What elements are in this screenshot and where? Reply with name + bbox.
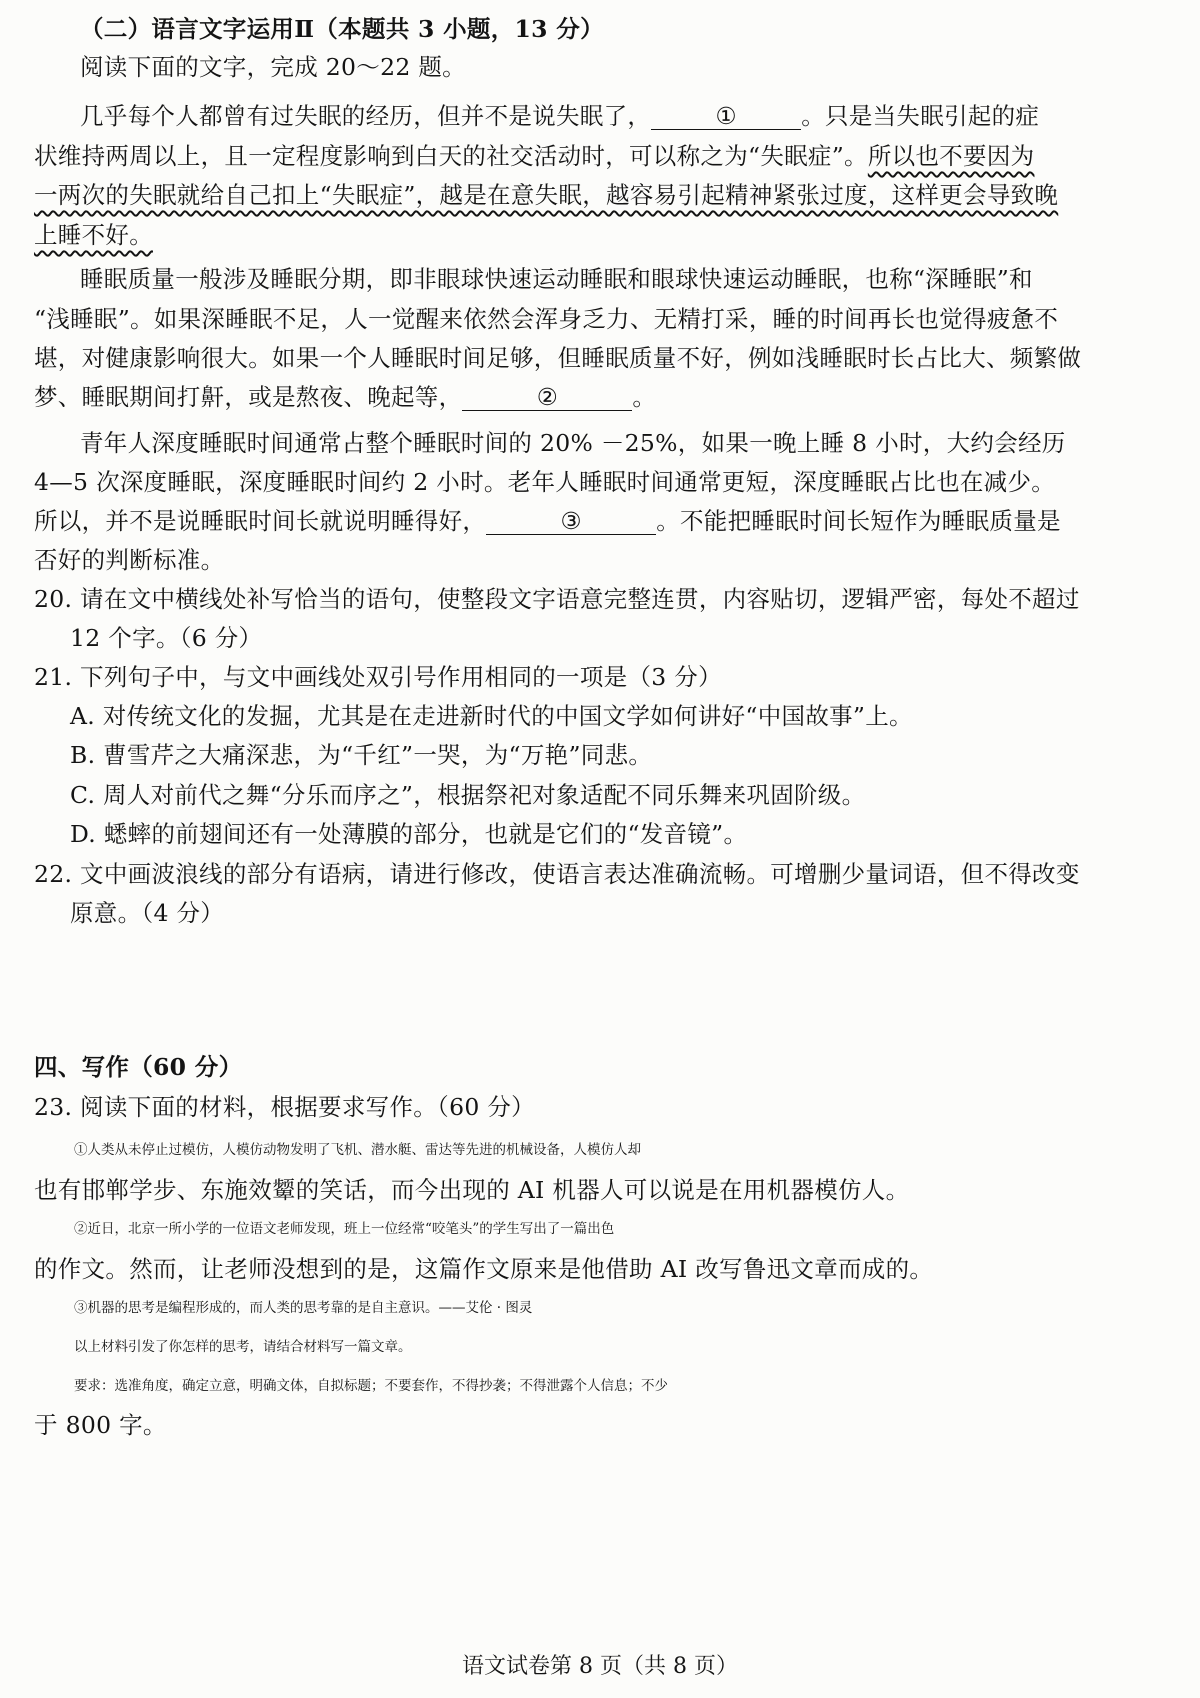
passage-line: 所以，并不是说睡眠时间长就说明睡得好， ③ 。不能把睡眠时间长短作为睡眠质量是	[34, 507, 1061, 535]
option-a: A. 对传统文化的发掘，尤其是在走进新时代的中国文学如何讲好“中国故事”上。	[70, 702, 913, 730]
reading-instruction: 阅读下面的文字，完成 20～22 题。	[80, 53, 466, 81]
writing-requirements: 要求：选准角度，确定立意，明确文体，自拟标题；不要套作，不得抄袭；不得泄露个人信息；不少	[74, 1378, 668, 1394]
wavy-underlined-text: 所以也不要因为	[867, 142, 1035, 170]
passage-line: 几乎每个人都曾有过失眠的经历，但并不是说失眠了， ① 。只是当失眠引起的症	[80, 102, 1040, 130]
blank-3: ③	[486, 508, 656, 535]
question-21: 21. 下列句子中，与文中画线处双引号作用相同的一项是（3 分）	[34, 663, 722, 691]
passage-line: 4—5 次深度睡眠，深度睡眠时间约 2 小时。老年人睡眠时间通常更短，深度睡眠占比也在减少。	[34, 468, 1056, 496]
passage-line: 青年人深度睡眠时间通常占整个睡眠时间的 20% －25%，如果一晚上睡 8 小时，大约会经历	[80, 429, 1066, 457]
passage-line: 睡眠质量一般涉及睡眠分期，即非眼球快速运动睡眠和眼球快速运动睡眠，也称“深睡眠”和	[80, 265, 1033, 293]
wavy-underlined-text: 一两次的失眠就给自己扣上“失眠症”，越是在意失眠，越容易引起精神紧张过度，这样更会导致晚	[34, 181, 1059, 209]
passage-line	[34, 218, 1170, 252]
blank-2: ②	[462, 384, 632, 411]
writing-requirements-cont: 于 800 字。	[34, 1411, 167, 1439]
question-20-cont: 12 个字。（6 分）	[70, 624, 263, 652]
material-2: ②近日，北京一所小学的一位语文老师发现，班上一位经常“咬笔头”的学生写出了一篇出色	[74, 1221, 615, 1237]
material-3: ③机器的思考是编程形成的，而人类的思考靠的是自主意识。——艾伦 · 图灵	[74, 1300, 533, 1316]
material-1-cont: 也有邯郸学步、东施效颦的笑话，而今出现的 AI 机器人可以说是在用机器模仿人。	[34, 1176, 910, 1204]
passage-line: 状维持两周以上，且一定程度影响到白天的社交活动时，可以称之为“失眠症”。所以也不要因为	[34, 142, 1035, 170]
passage-line: 否好的判断标准。	[34, 546, 225, 574]
passage-line	[34, 178, 1170, 212]
option-d: D. 蟋蟀的前翅间还有一处薄膜的部分，也就是它们的“发音镜”。	[70, 820, 748, 848]
passage-line: 梦、睡眠期间打鼾，或是熬夜、晚起等， ② 。	[34, 383, 657, 411]
option-b: B. 曹雪芹之大痛深悲，为“千红”一哭，为“万艳”同悲。	[70, 741, 653, 769]
question-22-cont: 原意。（4 分）	[70, 899, 225, 927]
page-footer: 语文试卷第 8 页（共 8 页）	[462, 1654, 738, 1679]
question-22: 22. 文中画波浪线的部分有语病，请进行修改，使语言表达准确流畅。可增删少量词语，但不得改变	[34, 860, 1080, 888]
material-1: ①人类从未停止过模仿，人模仿动物发明了飞机、潜水艇、雷达等先进的机械设备，人模仿人却	[74, 1142, 641, 1158]
writing-prompt: 以上材料引发了你怎样的思考，请结合材料写一篇文章。	[74, 1339, 412, 1355]
section-title: （二）语言文字运用Ⅱ（本题共 3 小题，13 分）	[80, 15, 604, 43]
passage-line: 堪，对健康影响很大。如果一个人睡眠时间足够，但睡眠质量不好，例如浅睡眠时长占比大、频繁做	[34, 344, 1082, 372]
blank-1: ①	[651, 103, 801, 130]
wavy-underlined-text: 上睡不好。	[34, 221, 153, 249]
question-20: 20. 请在文中横线处补写恰当的语句，使整段文字语意完整连贯，内容贴切，逻辑严密，每处不超过	[34, 585, 1080, 613]
material-2-cont: 的作文。然而，让老师没想到的是，这篇作文原来是他借助 AI 改写鲁迅文章而成的。	[34, 1255, 934, 1283]
passage-line: “浅睡眠”。如果深睡眠不足，人一觉醒来依然会浑身乏力、无精打采，睡的时间再长也觉得疲惫不	[34, 305, 1059, 333]
question-23: 23. 阅读下面的材料，根据要求写作。（60 分）	[34, 1093, 535, 1121]
option-c: C. 周人对前代之舞“分乐而序之”，根据祭祀对象适配不同乐舞来巩固阶级。	[70, 781, 866, 809]
writing-section-title: 四、写作（60 分）	[34, 1053, 243, 1081]
